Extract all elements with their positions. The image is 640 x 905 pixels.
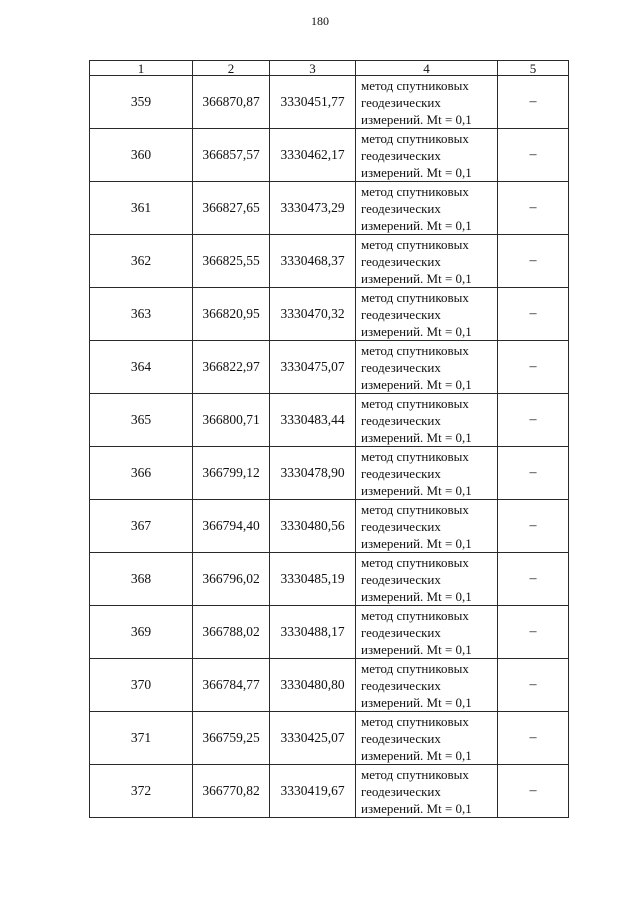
method-line: измерений. Mt = 0,1 [361, 694, 472, 710]
table-row [90, 288, 569, 341]
y-coordinate-cell: 3330480,56 [270, 500, 356, 553]
y-coordinate-cell: 3330485,19 [270, 553, 356, 606]
method-line: метод спутниковых [361, 448, 469, 464]
note-cell: – [498, 553, 569, 606]
method-line: геодезических [361, 253, 441, 269]
method-line: метод спутниковых [361, 766, 469, 782]
method-cell [356, 765, 498, 818]
x-coordinate-cell: 366759,25 [193, 712, 270, 765]
method-line: метод спутниковых [361, 660, 469, 676]
table-row [90, 182, 569, 235]
method-line: метод спутниковых [361, 554, 469, 570]
point-number-cell: 367 [90, 500, 193, 553]
method-line: метод спутниковых [361, 289, 469, 305]
method-line: измерений. Mt = 0,1 [361, 535, 472, 551]
method-line: геодезических [361, 200, 441, 216]
point-number-cell: 365 [90, 394, 193, 447]
note-cell: – [498, 606, 569, 659]
method-line: геодезических [361, 677, 441, 693]
method-line: геодезических [361, 147, 441, 163]
method-cell [356, 394, 498, 447]
method-line: геодезических [361, 94, 441, 110]
x-coordinate-cell: 366800,71 [193, 394, 270, 447]
method-line: измерений. Mt = 0,1 [361, 588, 472, 604]
method-line: измерений. Mt = 0,1 [361, 164, 472, 180]
method-cell [356, 606, 498, 659]
method-line: метод спутниковых [361, 713, 469, 729]
note-cell: – [498, 765, 569, 818]
point-number-cell: 368 [90, 553, 193, 606]
column-header: 3 [270, 61, 356, 76]
method-line: метод спутниковых [361, 130, 469, 146]
table-row [90, 765, 569, 818]
coordinates-table [89, 60, 569, 818]
table-header [90, 61, 569, 76]
column-header: 1 [90, 61, 193, 76]
point-number-cell: 369 [90, 606, 193, 659]
method-line: геодезических [361, 465, 441, 481]
column-header: 4 [356, 61, 498, 76]
note-cell: – [498, 447, 569, 500]
y-coordinate-cell: 3330473,29 [270, 182, 356, 235]
y-coordinate-cell: 3330480,80 [270, 659, 356, 712]
note-cell: – [498, 129, 569, 182]
method-cell [356, 288, 498, 341]
x-coordinate-cell: 366770,82 [193, 765, 270, 818]
y-coordinate-cell: 3330462,17 [270, 129, 356, 182]
column-header: 5 [498, 61, 569, 76]
method-cell [356, 447, 498, 500]
note-cell: – [498, 659, 569, 712]
method-line: геодезических [361, 518, 441, 534]
table-row [90, 500, 569, 553]
method-cell [356, 341, 498, 394]
table-body [90, 76, 569, 818]
table-row [90, 235, 569, 288]
table-row [90, 76, 569, 129]
method-line: измерений. Mt = 0,1 [361, 800, 472, 816]
method-line: геодезических [361, 783, 441, 799]
table-row [90, 606, 569, 659]
x-coordinate-cell: 366827,65 [193, 182, 270, 235]
x-coordinate-cell: 366870,87 [193, 76, 270, 129]
method-line: метод спутниковых [361, 236, 469, 252]
table-row [90, 659, 569, 712]
method-line: метод спутниковых [361, 183, 469, 199]
method-line: метод спутниковых [361, 395, 469, 411]
method-cell [356, 235, 498, 288]
page-number: 180 [311, 14, 329, 28]
method-line: измерений. Mt = 0,1 [361, 111, 472, 127]
method-line: измерений. Mt = 0,1 [361, 482, 472, 498]
y-coordinate-cell: 3330468,37 [270, 235, 356, 288]
point-number-cell: 361 [90, 182, 193, 235]
method-cell [356, 182, 498, 235]
column-header: 2 [193, 61, 270, 76]
note-cell: – [498, 235, 569, 288]
method-line: измерений. Mt = 0,1 [361, 641, 472, 657]
header-row [90, 61, 569, 76]
note-cell: – [498, 712, 569, 765]
note-cell: – [498, 182, 569, 235]
method-line: геодезических [361, 571, 441, 587]
method-cell [356, 76, 498, 129]
x-coordinate-cell: 366820,95 [193, 288, 270, 341]
y-coordinate-cell: 3330483,44 [270, 394, 356, 447]
point-number-cell: 370 [90, 659, 193, 712]
method-line: измерений. Mt = 0,1 [361, 429, 472, 445]
method-line: метод спутниковых [361, 342, 469, 358]
method-cell [356, 500, 498, 553]
x-coordinate-cell: 366822,97 [193, 341, 270, 394]
method-cell [356, 659, 498, 712]
table-row [90, 553, 569, 606]
method-line: измерений. Mt = 0,1 [361, 217, 472, 233]
method-line: метод спутниковых [361, 77, 469, 93]
table-row [90, 394, 569, 447]
method-line: геодезических [361, 730, 441, 746]
method-line: измерений. Mt = 0,1 [361, 376, 472, 392]
table-row [90, 129, 569, 182]
table-row [90, 712, 569, 765]
y-coordinate-cell: 3330478,90 [270, 447, 356, 500]
method-line: метод спутниковых [361, 607, 469, 623]
x-coordinate-cell: 366788,02 [193, 606, 270, 659]
point-number-cell: 360 [90, 129, 193, 182]
x-coordinate-cell: 366796,02 [193, 553, 270, 606]
method-line: измерений. Mt = 0,1 [361, 747, 472, 763]
method-cell [356, 712, 498, 765]
table-row [90, 341, 569, 394]
x-coordinate-cell: 366857,57 [193, 129, 270, 182]
y-coordinate-cell: 3330425,07 [270, 712, 356, 765]
method-line: геодезических [361, 624, 441, 640]
point-number-cell: 363 [90, 288, 193, 341]
method-line: метод спутниковых [361, 501, 469, 517]
point-number-cell: 371 [90, 712, 193, 765]
method-cell [356, 553, 498, 606]
note-cell: – [498, 500, 569, 553]
x-coordinate-cell: 366784,77 [193, 659, 270, 712]
note-cell: – [498, 76, 569, 129]
point-number-cell: 364 [90, 341, 193, 394]
method-line: геодезических [361, 412, 441, 428]
method-line: измерений. Mt = 0,1 [361, 270, 472, 286]
y-coordinate-cell: 3330475,07 [270, 341, 356, 394]
note-cell: – [498, 288, 569, 341]
table-row [90, 447, 569, 500]
method-line: геодезических [361, 359, 441, 375]
point-number-cell: 362 [90, 235, 193, 288]
y-coordinate-cell: 3330419,67 [270, 765, 356, 818]
x-coordinate-cell: 366799,12 [193, 447, 270, 500]
method-line: измерений. Mt = 0,1 [361, 323, 472, 339]
x-coordinate-cell: 366825,55 [193, 235, 270, 288]
method-line: геодезических [361, 306, 441, 322]
x-coordinate-cell: 366794,40 [193, 500, 270, 553]
point-number-cell: 359 [90, 76, 193, 129]
note-cell: – [498, 341, 569, 394]
y-coordinate-cell: 3330470,32 [270, 288, 356, 341]
note-cell: – [498, 394, 569, 447]
point-number-cell: 366 [90, 447, 193, 500]
method-cell [356, 129, 498, 182]
y-coordinate-cell: 3330488,17 [270, 606, 356, 659]
point-number-cell: 372 [90, 765, 193, 818]
y-coordinate-cell: 3330451,77 [270, 76, 356, 129]
